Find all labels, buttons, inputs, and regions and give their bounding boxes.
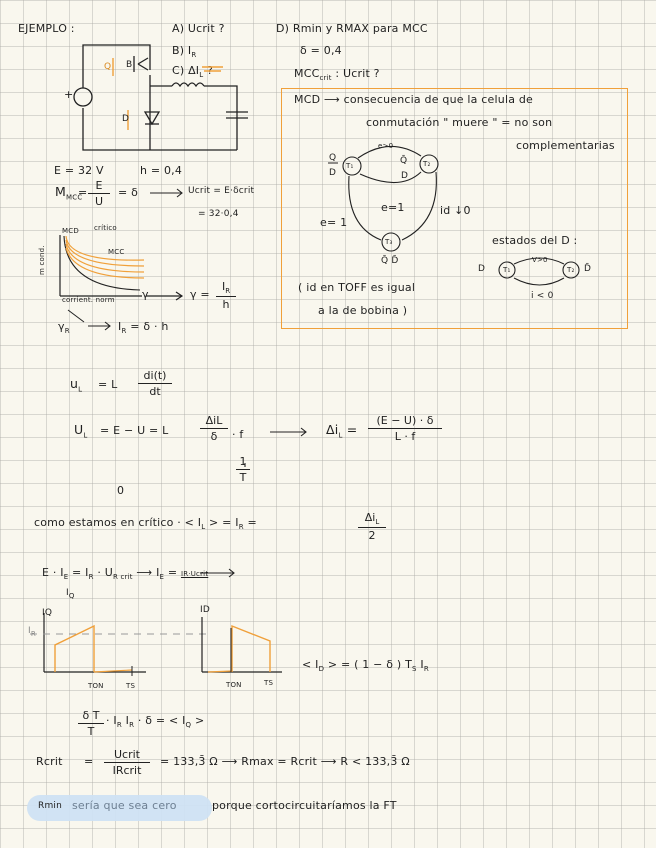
e-over-u: $\frac{E}{U}$	[88, 179, 110, 208]
corriente-label: corrient. norm	[62, 296, 115, 304]
question-b: B) $I_R$	[172, 44, 197, 60]
m-eq: =	[78, 186, 88, 199]
state-i: i < 0	[531, 291, 554, 301]
id-average: < $I_D$ > = ( 1 − δ ) $T_S$ $I_R$	[302, 658, 429, 674]
waveform-iq	[30, 613, 206, 676]
iq-label: $I_Q$	[66, 588, 75, 600]
id-zero: id ↓0	[440, 204, 471, 217]
ts-1: TS	[126, 682, 136, 690]
rmin-reason: porque cortocircuitaríamos la FT	[212, 799, 397, 812]
iq-axis-label: IQ	[42, 608, 53, 618]
question-a: A) Ucrit ?	[172, 22, 225, 35]
dt-over-t: $\frac{\text{δ T}}{T}$	[78, 709, 104, 738]
question-d: D) Rmin y RMAX para MCC	[276, 22, 428, 35]
gamma-frac: $\frac{I_R}{h}$	[216, 280, 236, 311]
e-value: E = 32 V	[54, 164, 104, 177]
mcc-crit-question: $MCC_{crit}$ : Ucrit ?	[294, 67, 380, 83]
circuit-diagram	[74, 45, 248, 150]
mcd-label: MCD	[62, 227, 79, 235]
left-d: D	[329, 168, 337, 178]
mcc-label: MCC	[108, 248, 125, 256]
iq-average: · $I_R$ $I_R \cdot \delta$ = < $I_Q$ >	[106, 714, 205, 730]
m-symbol: $M_{MCC}$	[55, 184, 83, 202]
ts-2: TS	[264, 679, 274, 687]
rcrit-eq: =	[84, 755, 94, 768]
dil-over-delta: ΔiL δ	[200, 414, 228, 443]
ul-upper: $U_L$	[74, 422, 88, 440]
vertical-label: m cond.	[38, 245, 46, 275]
critico-label: crítico	[94, 224, 117, 232]
box-line-3: complementarias	[516, 139, 615, 152]
box-note-2: a la de bobina )	[318, 304, 408, 317]
t3-sub: Q̄ D̄	[381, 256, 399, 266]
ton-2: TON	[226, 681, 242, 689]
dil-fraction: $\frac{(E - U) \cdot \delta}{L \cdot f}$	[368, 414, 442, 443]
rmin-hidden-text: sería que sea cero	[72, 799, 177, 812]
estados-label: estados del D :	[492, 234, 578, 247]
arc-top-label: e>0	[378, 142, 394, 150]
ul-eq: = L	[98, 378, 118, 391]
state-v: V>0	[532, 256, 548, 264]
box-line-1: MCD ⟶ consecuencia de que la celula de	[294, 93, 533, 106]
state-d-t1: T₁	[503, 266, 511, 274]
left-q: Q	[329, 153, 337, 163]
ucrit-eq: Ucrit = E·δcrit	[188, 186, 255, 196]
source-plus: +	[64, 88, 74, 101]
state-d-t2: T₂	[567, 266, 575, 274]
dil-result: $\Delta i_L$ =	[326, 422, 358, 440]
gamma-eq: γ =	[190, 288, 210, 301]
ejemplo-heading: EJEMPLO :	[18, 22, 75, 35]
rcrit-label: Rcrit	[36, 755, 63, 768]
delta-value: δ = 0,4	[300, 44, 342, 57]
waveform-id	[202, 617, 282, 672]
ucrit-over-ircrit: Ucrit IRcrit	[104, 748, 150, 777]
ton-1: TON	[88, 682, 104, 690]
di-dt: $\frac{di(t)}{dt}$	[138, 369, 172, 398]
d-label: D	[122, 114, 130, 124]
delta-eq: = δ	[118, 186, 139, 199]
state-dbar: D̄	[584, 264, 592, 274]
q-label: Q	[104, 62, 112, 72]
qbar-label: Q̄	[400, 156, 408, 166]
state-t3: T₃	[385, 238, 393, 246]
rmin-label: Rmin	[38, 801, 63, 811]
zero-mark: 0	[117, 484, 125, 497]
ir-eq: $I_R = \delta \cdot h$	[118, 320, 169, 336]
ul-upper-eq: = E − U = L	[100, 424, 169, 437]
power-balance: $E \cdot I_E = I_R \cdot U_{R crit}$ ⟶ $I_E$ = IR·Ucrit	[42, 566, 209, 582]
box-line-2: conmutación " muere " = no son	[366, 116, 553, 129]
state-d: D	[478, 264, 486, 274]
gamma-axis: γ	[142, 288, 149, 301]
times-f: · f	[232, 428, 244, 441]
question-c: C) $\Delta I_L$ ?	[172, 64, 214, 80]
gamma-r: $\gamma_R$	[58, 320, 70, 336]
rcrit-result: = 133,3̄ Ω ⟶ Rmax = Rcrit ⟶ R < 133,3̄ Ω	[160, 755, 410, 768]
critico-line: como estamos en crítico · < $I_L$ > = $I_R$ =	[34, 516, 257, 532]
h-value: h = 0,4	[140, 164, 183, 177]
id-axis-label: ID	[200, 605, 210, 615]
state-t1: T₁	[346, 162, 354, 170]
d-mid-label: D	[401, 171, 409, 181]
base-label: B	[126, 60, 133, 70]
state-t2: T₂	[423, 160, 431, 168]
dil-over-2: $\Delta i_L$ 2	[358, 511, 386, 542]
e1-inner: e=1	[381, 201, 405, 214]
e1-outer: e= 1	[320, 216, 348, 229]
box-note-1: ( id en TOFF es igual	[298, 281, 416, 294]
ul-lower: $u_L$	[70, 376, 83, 394]
ucrit-eq-2: = 32·0,4	[198, 209, 239, 219]
one-over-t: $\frac{1}{T}$	[236, 455, 250, 484]
ir-dash-label: $I_R$	[28, 626, 36, 638]
